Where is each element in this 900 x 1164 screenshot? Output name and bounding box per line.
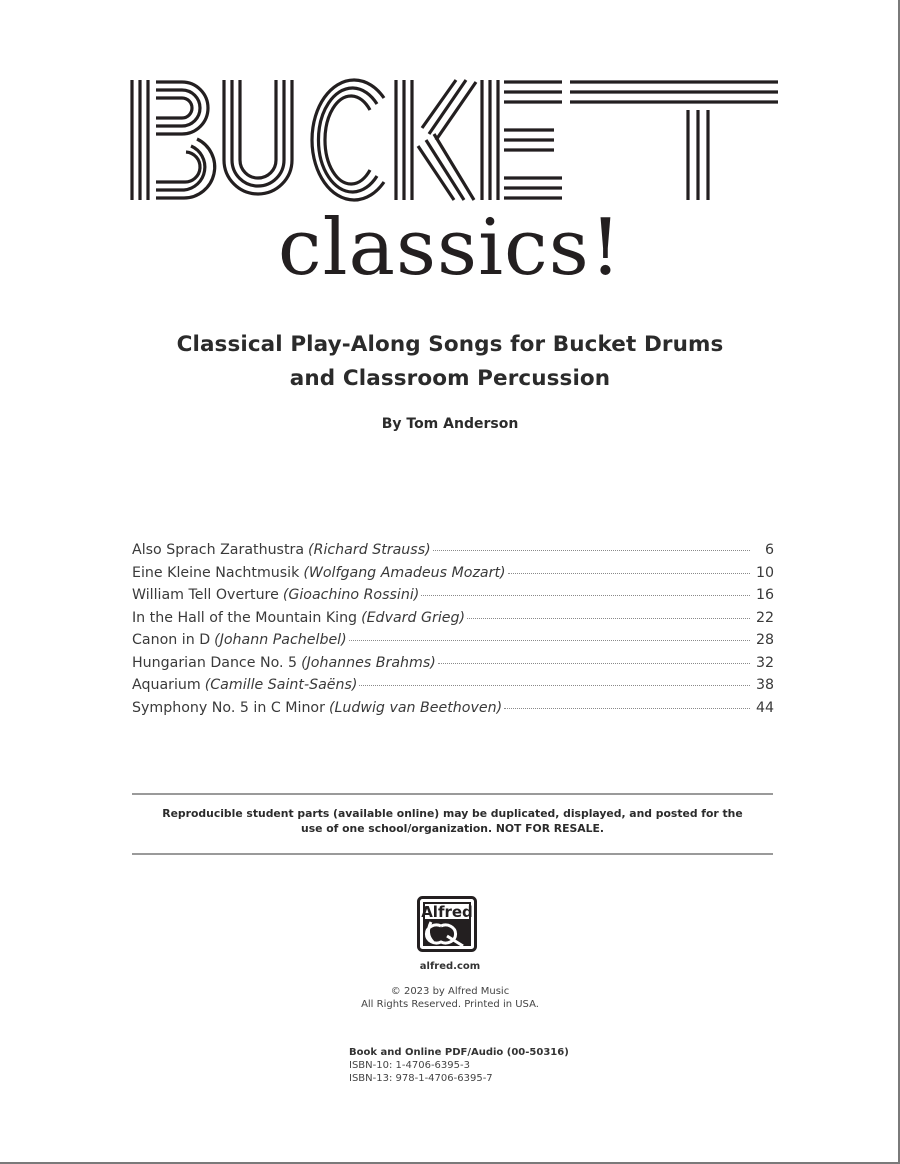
toc-composer: (Johannes Brahms): [301, 654, 436, 671]
toc-entry: [132, 542, 774, 565]
toc-page-number: 44: [755, 699, 774, 716]
toc-entry: [132, 655, 774, 678]
isbn-13: ISBN-13: 978-1-4706-6395-7: [349, 1073, 493, 1084]
tagline-line-1: Classical Play-Along Songs for Bucket Drums: [176, 332, 724, 357]
toc-composer: (Edvard Grieg): [361, 609, 466, 626]
product-info: [349, 1046, 569, 1085]
toc-song-title: Symphony No. 5 in C Minor: [132, 699, 325, 716]
svg-text:Alfred: Alfred: [421, 903, 473, 921]
divider-bottom: [132, 853, 773, 855]
notice-line-1: Reproducible student parts (available online) may be duplicated, displayed, and posted for the: [162, 807, 743, 820]
notice-line-2: use of one school/organization. NOT FOR RESALE.: [301, 822, 604, 835]
toc-entry: [132, 565, 774, 588]
toc-page-number: 32: [755, 654, 774, 671]
letter-u: [224, 80, 292, 194]
toc-page-number: 38: [755, 677, 774, 693]
toc-entry: [132, 610, 774, 633]
letter-e: [482, 80, 562, 200]
toc-composer: (Ludwig van Beethoven): [328, 699, 503, 716]
toc-composer: (Camille Saint-Saëns): [204, 677, 358, 693]
publisher-url: alfred.com: [419, 961, 481, 972]
isbn-10: ISBN-10: 1-4706-6395-3: [349, 1060, 470, 1071]
toc-song-title: In the Hall of the Mountain King: [132, 609, 358, 626]
toc-leader-dots: [504, 708, 750, 709]
toc-song-title: Eine Kleine Nachtmusik: [132, 564, 300, 581]
toc-composer: (Wolfgang Amadeus Mozart): [303, 564, 506, 581]
divider-top: [132, 793, 773, 795]
toc-composer: (Johann Pachelbel): [214, 632, 347, 648]
toc-page-number: 22: [755, 609, 774, 626]
toc-song-title: Canon in D: [132, 632, 211, 648]
toc-song-title: Aquarium: [132, 677, 201, 693]
toc-song-title: Also Sprach Zarathustra: [132, 542, 305, 558]
author-byline: By Tom Anderson: [381, 416, 519, 432]
letter-b: [132, 80, 215, 200]
letter-c: [312, 80, 384, 200]
toc-composer: (Gioachino Rossini): [282, 587, 420, 603]
bucket-title-logo: [128, 76, 780, 206]
table-of-contents: [132, 542, 774, 722]
toc-entry: [132, 677, 774, 700]
toc-leader-dots: [421, 595, 750, 596]
toc-leader-dots: [349, 640, 750, 641]
toc-composer: (Richard Strauss): [308, 542, 431, 558]
rights-line: All Rights Reserved. Printed in USA.: [361, 999, 539, 1010]
toc-leader-dots: [508, 573, 750, 574]
toc-leader-dots: [467, 618, 750, 619]
letter-t: [570, 82, 778, 200]
alfred-music-logo-icon: [417, 896, 477, 952]
tagline-line-2: and Classroom Percussion: [289, 366, 611, 391]
toc-page-number: 6: [764, 542, 774, 558]
classics-subtitle: classics!: [277, 203, 623, 293]
toc-leader-dots: [438, 663, 750, 664]
toc-leader-dots: [359, 685, 750, 686]
toc-entry: [132, 632, 774, 655]
toc-page-number: 28: [755, 632, 774, 648]
tagline: [0, 328, 900, 396]
reproduction-notice: [132, 806, 773, 836]
copyright-line: © 2023 by Alfred Music: [390, 986, 510, 997]
toc-entry: [132, 700, 774, 723]
letter-k: [396, 80, 476, 200]
toc-leader-dots: [433, 550, 750, 551]
product-format: Book and Online PDF/Audio (00-50316): [349, 1047, 569, 1058]
copyright-block: [0, 985, 900, 1011]
toc-page-number: 10: [755, 564, 774, 581]
toc-song-title: Hungarian Dance No. 5: [132, 654, 298, 671]
toc-entry: [132, 587, 774, 610]
toc-song-title: William Tell Overture: [132, 587, 279, 603]
toc-page-number: 16: [755, 587, 774, 603]
